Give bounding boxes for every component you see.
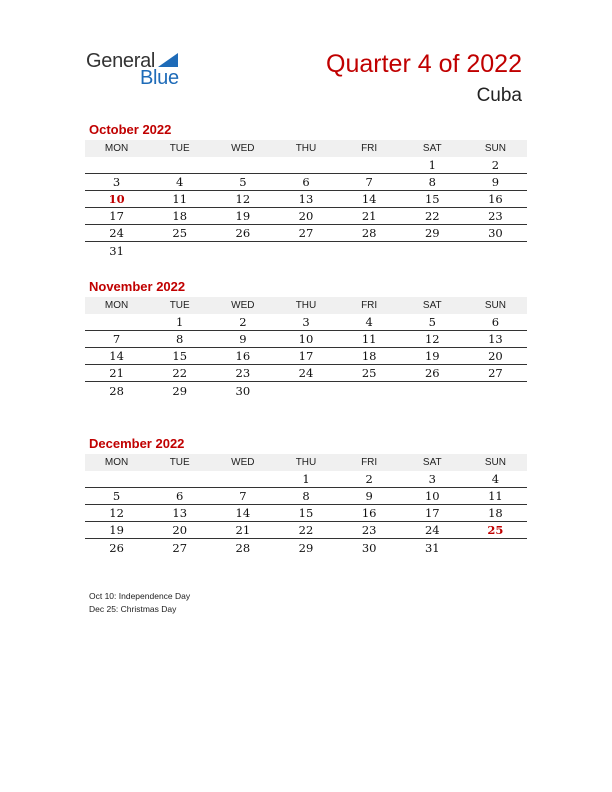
day-cell: 6 [491, 315, 500, 329]
weekday-label: SUN [484, 457, 506, 468]
holiday-day-cell: 10 [108, 192, 125, 206]
day-cell: 30 [235, 383, 251, 398]
day-cell: 26 [109, 540, 124, 555]
day-cell: 11 [488, 489, 503, 503]
generalblue-logo [86, 50, 196, 90]
day-cell: 24 [109, 226, 124, 240]
weekday-label: SAT [422, 457, 442, 468]
day-cell: 29 [298, 540, 314, 555]
day-cell: 23 [361, 523, 377, 537]
day-cell: 3 [112, 175, 121, 189]
logo-flag-icon [158, 53, 178, 67]
day-cell: 4 [491, 472, 500, 486]
day-cell: 1 [302, 472, 310, 486]
week-row [85, 208, 527, 225]
day-cell: 30 [361, 540, 377, 555]
day-cell: 12 [109, 506, 124, 520]
day-cell: 20 [488, 349, 503, 363]
day-cell: 8 [428, 175, 436, 189]
day-cell: 26 [235, 226, 251, 240]
day-cell: 1 [176, 315, 184, 329]
day-cell: 12 [424, 332, 440, 346]
day-cell: 21 [109, 366, 124, 380]
day-cell: 25 [172, 226, 188, 240]
week-row [85, 157, 527, 174]
day-cell: 3 [302, 315, 310, 329]
day-cell: 28 [109, 383, 124, 398]
day-cell: 2 [365, 472, 373, 486]
week-row [85, 522, 527, 539]
day-cell: 22 [172, 366, 188, 380]
day-cell: 18 [172, 209, 188, 223]
weekday-label: TUE [169, 143, 190, 154]
day-cell: 27 [172, 540, 188, 555]
weekday-label: WED [231, 143, 255, 154]
month-calendar [85, 279, 527, 399]
day-cell: 8 [176, 332, 184, 346]
day-cell: 6 [302, 175, 310, 189]
day-cell: 12 [235, 192, 251, 206]
day-cell: 16 [235, 349, 251, 363]
holiday-day-cell: 25 [487, 523, 504, 537]
weekday-label: TUE [169, 457, 190, 468]
weekday-label: SUN [484, 300, 506, 311]
day-cell: 20 [172, 523, 188, 537]
day-cell: 2 [239, 315, 247, 329]
day-cell: 19 [235, 209, 251, 223]
logo-word-blue: Blue [140, 67, 179, 89]
day-cell: 17 [109, 209, 124, 223]
day-cell: 10 [424, 489, 440, 503]
weekday-label: MON [104, 143, 129, 154]
day-cell: 22 [424, 209, 440, 223]
week-row [85, 225, 527, 242]
day-cell: 23 [235, 366, 251, 380]
day-cell: 14 [109, 349, 124, 363]
day-cell: 21 [235, 523, 251, 537]
week-row [85, 488, 527, 505]
day-cell: 23 [488, 209, 503, 223]
weekday-label: MON [104, 300, 129, 311]
day-cell: 19 [109, 523, 124, 537]
weekday-label: FRI [361, 457, 378, 468]
day-cell: 16 [488, 192, 503, 206]
day-cell: 14 [361, 192, 377, 206]
day-cell: 13 [298, 192, 314, 206]
week-row [85, 331, 527, 348]
page-title: Quarter 4 of 2022 [326, 50, 522, 78]
day-cell: 17 [424, 506, 440, 520]
day-cell: 11 [361, 332, 377, 346]
day-cell: 5 [428, 315, 436, 329]
week-row [85, 471, 527, 488]
weekday-label: SAT [422, 300, 442, 311]
day-cell: 21 [361, 209, 377, 223]
weekday-label: WED [231, 300, 255, 311]
day-cell: 10 [298, 332, 314, 346]
month-title: December 2022 [89, 436, 185, 451]
week-row [85, 365, 527, 382]
month-title: November 2022 [89, 279, 186, 294]
week-row [85, 348, 527, 365]
weekday-label: THU [295, 300, 317, 311]
day-cell: 7 [239, 489, 247, 503]
day-cell: 16 [361, 506, 377, 520]
day-cell: 9 [365, 489, 373, 503]
country-name: Cuba [476, 85, 522, 106]
weekday-label: FRI [361, 143, 378, 154]
day-cell: 2 [491, 158, 500, 172]
day-cell: 4 [176, 175, 184, 189]
day-cell: 30 [488, 226, 503, 240]
day-cell: 27 [488, 366, 503, 380]
day-cell: 4 [365, 315, 373, 329]
day-cell: 26 [424, 366, 440, 380]
day-cell: 17 [298, 349, 314, 363]
day-cell: 14 [235, 506, 251, 520]
day-cell: 15 [172, 349, 188, 363]
month-calendar [85, 122, 527, 259]
day-cell: 27 [298, 226, 314, 240]
weekday-header-row [85, 297, 527, 314]
day-cell: 3 [428, 472, 436, 486]
day-cell: 1 [428, 158, 436, 172]
month-title: October 2022 [89, 122, 172, 137]
weekday-header-row [85, 454, 527, 471]
day-cell: 24 [424, 523, 440, 537]
day-cell: 31 [424, 540, 440, 555]
day-cell: 8 [302, 489, 310, 503]
day-cell: 18 [361, 349, 377, 363]
holiday-note: Dec 25: Christmas Day [89, 604, 177, 614]
holiday-note: Oct 10: Independence Day [89, 591, 191, 601]
weekday-label: THU [295, 457, 317, 468]
week-row [85, 382, 527, 399]
week-row [85, 174, 527, 191]
logo-word-general: General [86, 50, 156, 72]
weekday-label: WED [231, 457, 255, 468]
day-cell: 5 [239, 175, 247, 189]
day-cell: 7 [112, 332, 121, 346]
weekday-label: THU [295, 143, 317, 154]
day-cell: 20 [298, 209, 314, 223]
day-cell: 22 [298, 523, 314, 537]
day-cell: 19 [424, 349, 440, 363]
day-cell: 18 [488, 506, 503, 520]
weekday-label: MON [104, 457, 129, 468]
weekday-label: FRI [361, 300, 378, 311]
day-cell: 7 [365, 175, 373, 189]
day-cell: 11 [172, 192, 188, 206]
week-row [85, 539, 527, 556]
day-cell: 28 [361, 226, 377, 240]
day-cell: 6 [176, 489, 184, 503]
day-cell: 29 [172, 383, 188, 398]
month-calendar [85, 436, 527, 556]
day-cell: 9 [491, 175, 500, 189]
day-cell: 15 [298, 506, 314, 520]
day-cell: 28 [235, 540, 251, 555]
day-cell: 15 [424, 192, 440, 206]
weekday-label: SAT [422, 143, 442, 154]
day-cell: 9 [239, 332, 247, 346]
day-cell: 25 [361, 366, 377, 380]
week-row [85, 191, 527, 208]
weekday-header-row [85, 140, 527, 157]
weekday-label: SUN [484, 143, 506, 154]
day-cell: 31 [109, 243, 124, 258]
week-row [85, 242, 527, 259]
weekday-label: TUE [169, 300, 190, 311]
week-row [85, 505, 527, 522]
day-cell: 13 [172, 506, 188, 520]
day-cell: 13 [488, 332, 503, 346]
day-cell: 24 [298, 366, 314, 380]
week-row [85, 314, 527, 331]
day-cell: 29 [424, 226, 440, 240]
holiday-notes [89, 590, 190, 616]
day-cell: 5 [112, 489, 121, 503]
